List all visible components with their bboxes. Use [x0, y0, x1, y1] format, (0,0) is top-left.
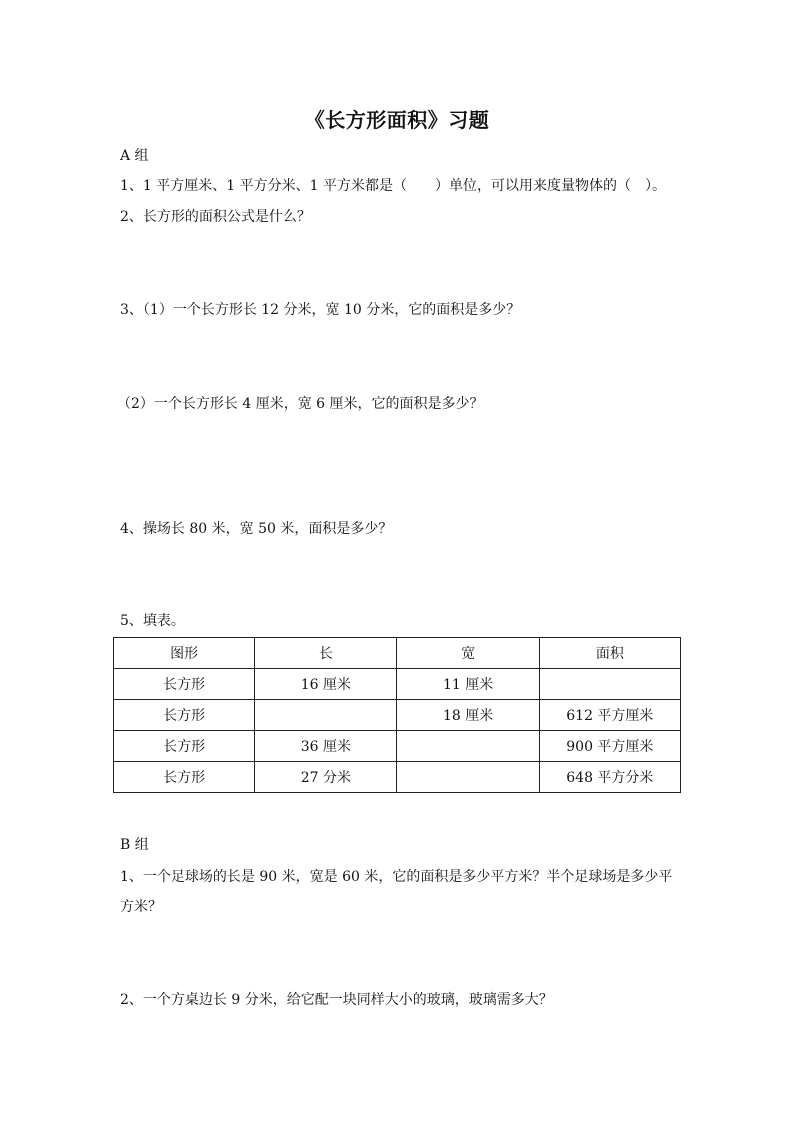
table-cell — [539, 669, 680, 700]
table-cell: 长方形 — [114, 700, 255, 731]
table-cell: 900 平方厘米 — [539, 731, 680, 762]
question-a2: 2、长方形的面积公式是什么？ — [120, 209, 311, 225]
table-row — [114, 731, 681, 762]
question-a5: 5、填表。 — [120, 613, 185, 629]
question-b1: 1、一个足球场的长是 90 米，宽是 60 米，它的面积是多少平方米？半个足球场是多少平方米？ — [120, 869, 673, 915]
table-row — [114, 762, 681, 793]
question-b2: 2、一个方桌边长 9 分米，给它配一块同样大小的玻璃，玻璃需多大？ — [120, 992, 553, 1008]
question-a3-2: （2）一个长方形长 4 厘米，宽 6 厘米，它的面积是多少？ — [117, 396, 484, 412]
question-a1: 1、1 平方厘米、1 平方分米、1 平方米都是（ ）单位，可以用来度量物体的（ ）。 — [120, 178, 666, 194]
table-cell: 648 平方分米 — [539, 762, 680, 793]
table-cell: 长方形 — [114, 731, 255, 762]
table-cell: 612 平方厘米 — [539, 700, 680, 731]
table-header-cell: 面积 — [539, 638, 680, 669]
question-a3-1: 3、（1）一个长方形长 12 分米，宽 10 分米，它的面积是多少？ — [120, 302, 521, 318]
table-header-cell: 宽 — [397, 638, 539, 669]
table-cell — [397, 731, 539, 762]
table-cell — [255, 700, 397, 731]
table-cell: 18 厘米 — [397, 700, 539, 731]
table-cell: 11 厘米 — [397, 669, 539, 700]
table-cell — [397, 762, 539, 793]
table-cell: 长方形 — [114, 762, 255, 793]
table-header-cell: 图形 — [114, 638, 255, 669]
table-row — [114, 669, 681, 700]
table-cell: 长方形 — [114, 669, 255, 700]
group-b-label: B 组 — [120, 837, 149, 853]
worksheet-title: 《长方形面积》习题 — [304, 108, 490, 132]
group-a-label: A 组 — [120, 148, 149, 164]
fill-in-table — [113, 637, 681, 793]
table-cell: 27 分米 — [255, 762, 397, 793]
table-header-cell: 长 — [255, 638, 397, 669]
table-header-row — [114, 638, 681, 669]
question-a4: 4、操场长 80 米，宽 50 米，面积是多少？ — [120, 521, 393, 537]
table-row — [114, 700, 681, 731]
table-cell: 36 厘米 — [255, 731, 397, 762]
table-cell: 16 厘米 — [255, 669, 397, 700]
